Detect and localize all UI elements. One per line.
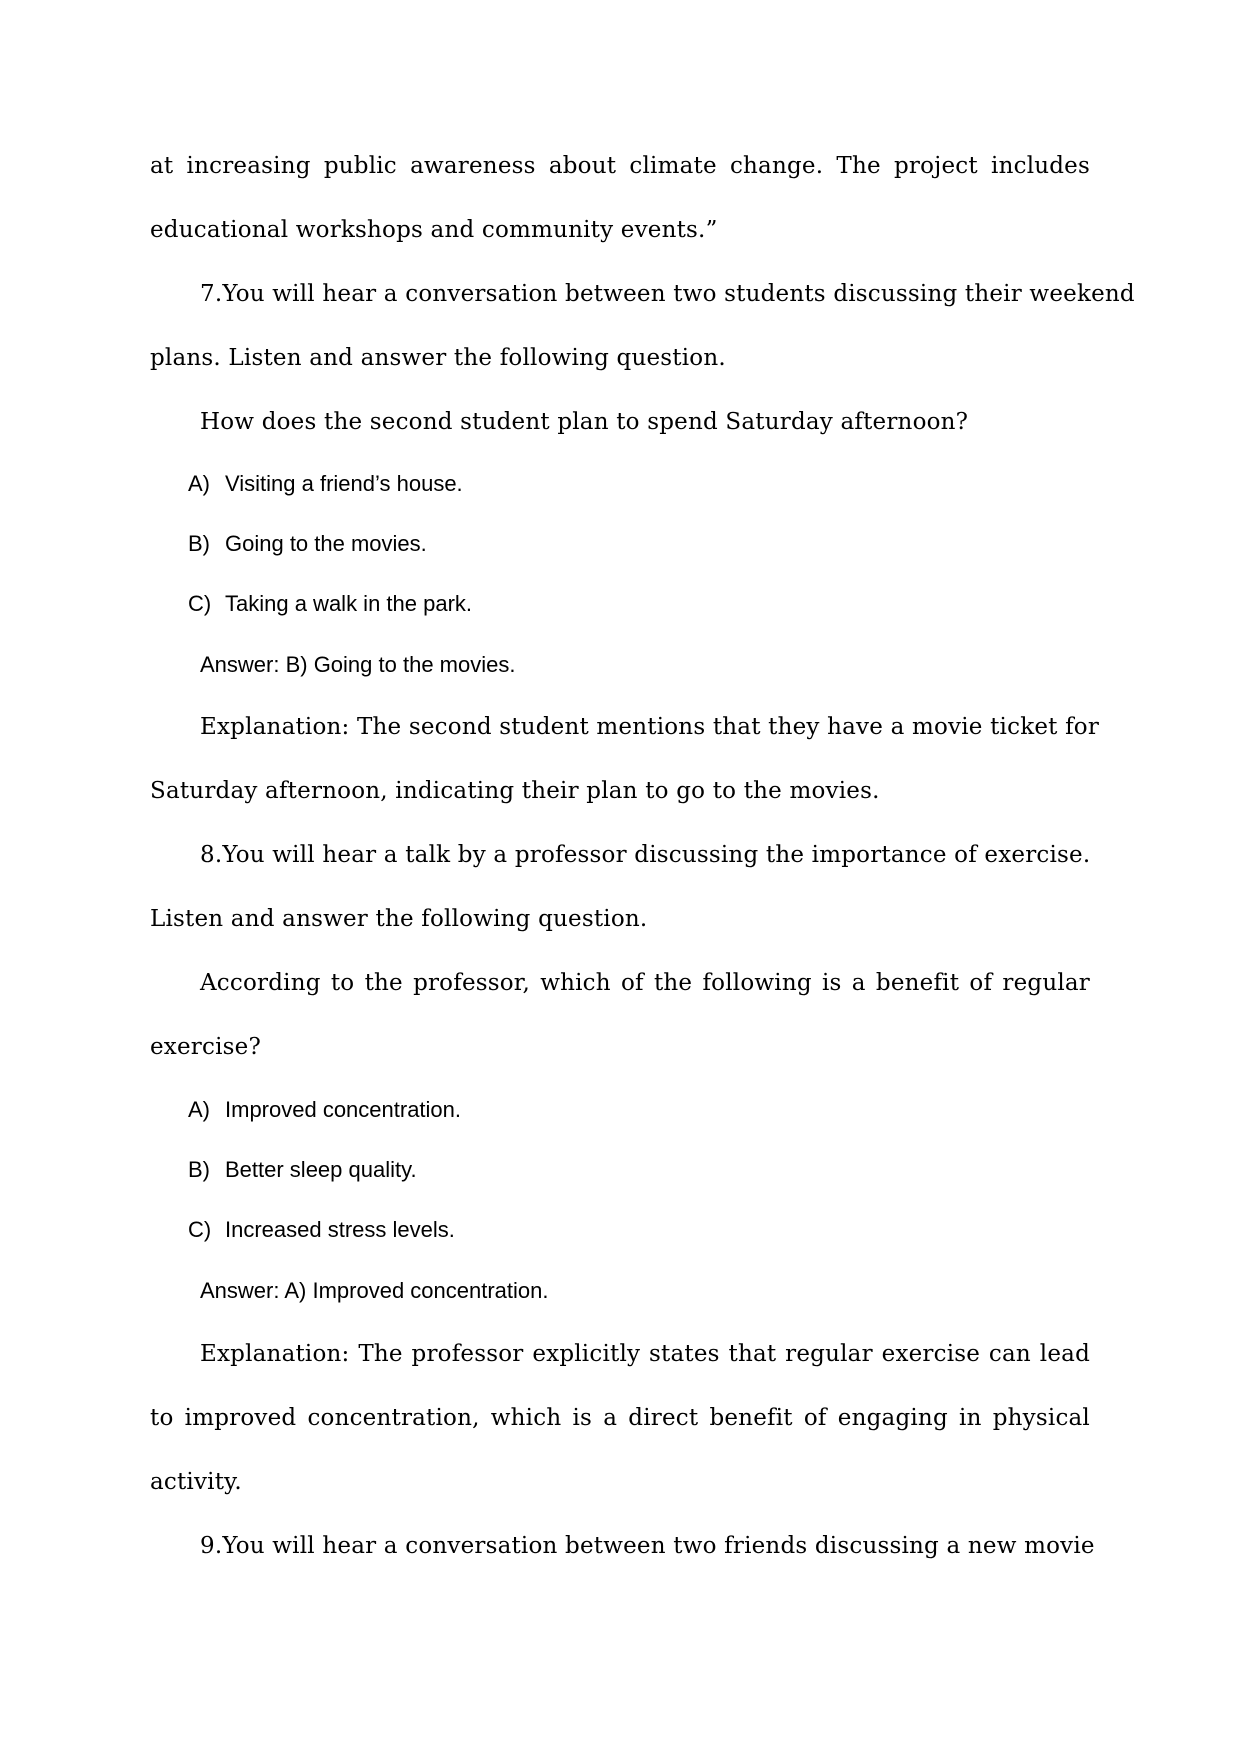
- q7-option-a-letter: A): [188, 471, 210, 496]
- q8-prompt-line-1: 8.You will hear a talk by a professor discussing the importance of exercise.: [200, 842, 1091, 868]
- q8-prompt-line-2: Listen and answer the following question.: [150, 906, 648, 932]
- q8-option-c-text: Increased stress levels.: [225, 1217, 455, 1242]
- q8-option-c-letter: C): [188, 1217, 212, 1242]
- q7-answer: Answer: B) Going to the movies.: [200, 652, 516, 677]
- q9-prompt-line-1: 9.You will hear a conversation between two friends discussing a new movie: [200, 1533, 1095, 1559]
- q7-explanation-line-1: Explanation: The second student mentions that they have a movie ticket for: [200, 714, 1100, 740]
- intro-line-1: at increasing public awareness about climate change. The project includes: [150, 153, 1090, 179]
- q8-option-b-text: Better sleep quality.: [225, 1157, 417, 1182]
- q8-option-a: [188, 1095, 461, 1125]
- q8-option-b: [188, 1155, 417, 1185]
- q7-option-b-text: Going to the movies.: [225, 531, 427, 556]
- q7-question: How does the second student plan to spend Saturday afternoon?: [200, 409, 969, 435]
- q7-prompt-line-1: 7.You will hear a conversation between two students discussing their weekend: [200, 281, 1135, 307]
- q7-option-a: [188, 469, 463, 499]
- q7-prompt-line-2: plans. Listen and answer the following question.: [150, 345, 726, 371]
- intro-line-2: educational workshops and community events.”: [150, 217, 718, 243]
- q8-option-a-letter: A): [188, 1097, 210, 1122]
- q7-option-b-letter: B): [188, 531, 210, 556]
- q8-option-b-letter: B): [188, 1157, 210, 1182]
- q7-option-a-text: Visiting a friend’s house.: [225, 471, 463, 496]
- q8-answer: Answer: A) Improved concentration.: [200, 1278, 549, 1303]
- q8-option-c: [188, 1215, 455, 1245]
- q8-explanation-line-2: to improved concentration, which is a direct benefit of engaging in physical: [150, 1405, 1090, 1431]
- q8-option-a-text: Improved concentration.: [225, 1097, 462, 1122]
- q7-option-c: [188, 589, 472, 619]
- q7-option-b: [188, 529, 427, 559]
- q7-option-c-text: Taking a walk in the park.: [225, 591, 473, 616]
- q8-question-line-1: According to the professor, which of the following is a benefit of regular: [200, 970, 1090, 996]
- q7-explanation-line-2: Saturday afternoon, indicating their plan to go to the movies.: [150, 778, 880, 804]
- q8-explanation-line-1: Explanation: The professor explicitly states that regular exercise can lead: [200, 1341, 1090, 1367]
- q8-explanation-line-3: activity.: [150, 1469, 242, 1495]
- q7-option-c-letter: C): [188, 591, 212, 616]
- q8-question-line-2: exercise?: [150, 1034, 261, 1060]
